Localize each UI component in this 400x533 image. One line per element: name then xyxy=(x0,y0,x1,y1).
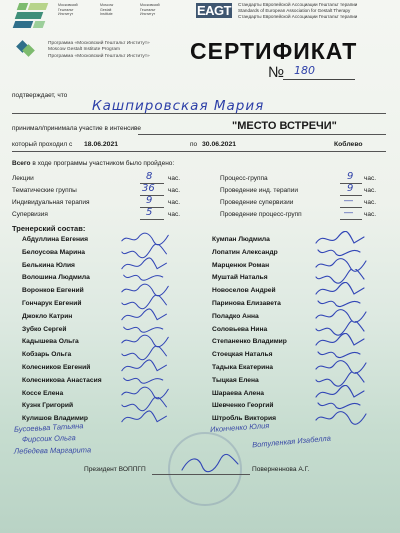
trainer-name: Марценюк Роман xyxy=(212,261,270,269)
institute-logo-icon xyxy=(14,3,54,33)
hours-line xyxy=(140,195,164,196)
trainer-name: Белоусова Марина xyxy=(22,248,85,256)
hours-value: 8 xyxy=(146,171,153,182)
hours-row xyxy=(12,187,77,194)
number-label: № xyxy=(268,64,285,81)
trainer-name: Кулишов Владимир xyxy=(22,415,88,423)
hours-row xyxy=(220,187,298,194)
trainer-name: Белькина Юлия xyxy=(22,261,75,269)
trainer-name: Джокло Катрин xyxy=(22,312,73,320)
participated-label: принимал/принимала участие в интенсиве xyxy=(12,125,141,132)
confirms-label: подтверждает, что xyxy=(12,92,68,99)
hours-unit: час. xyxy=(364,187,377,194)
hours-label: Проведение инд. терапии xyxy=(220,187,298,194)
hours-value: 9 xyxy=(347,183,354,194)
hours-label: Супервизия xyxy=(12,211,48,218)
hours-value: 36 xyxy=(142,183,155,194)
trainer-name: Кобзарь Ольга xyxy=(22,351,72,359)
program-logo-icon xyxy=(16,40,36,58)
hours-value: 9 xyxy=(347,171,354,182)
handwritten-trainer: Лебедева Маргарита xyxy=(13,445,92,456)
hours-line xyxy=(140,183,164,184)
hours-unit: час. xyxy=(364,211,377,218)
trainer-name: Стоецкая Наталья xyxy=(212,351,273,359)
hours-line xyxy=(340,195,362,196)
location: Коблево xyxy=(334,141,363,148)
hours-row xyxy=(220,199,293,206)
hours-label: Проведение супервизии xyxy=(220,199,294,206)
hours-label: Лекции xyxy=(12,175,34,182)
handwritten-trainer: Вотуленкая Изабелла xyxy=(251,433,332,450)
date-to-label: по xyxy=(190,141,198,148)
hours-line xyxy=(340,207,362,208)
org-name-ru-2: Московский Гештальт Институт xyxy=(140,3,160,17)
trainer-name: Лопатин Александр xyxy=(212,248,278,256)
held-label: который проходил с xyxy=(12,141,73,148)
trainer-name: Волошина Людмила xyxy=(22,274,90,282)
handwritten-trainer: Бусоевьва Татьяна xyxy=(13,421,84,434)
trainer-name: Степаненко Владимир xyxy=(212,338,287,346)
hours-unit: час. xyxy=(168,187,181,194)
trainer-name: Гончарук Евгений xyxy=(22,300,82,307)
hours-unit: час. xyxy=(364,175,377,182)
standards-text: Стандарты Европейской Ассоциации Гештальт терапии Standards of European Association for Gestalt Therapy Стандарты Европейской Ассоциации Гештальт терапии xyxy=(238,2,358,19)
program-lines: Программа «Московский Гештальт Институт» Moscow Gestalt Institute Program Программа «Московский Гештальт Институт» xyxy=(48,41,150,59)
hours-label: Тематические группы xyxy=(12,187,77,194)
event-line xyxy=(138,134,386,135)
president-label: Президент ВОППГП xyxy=(84,466,146,473)
hours-unit: час. xyxy=(168,211,181,218)
handwritten-trainer: Иконченко Юлия xyxy=(209,420,270,435)
trainer-name: Воронков Евгений xyxy=(22,287,84,295)
hours-line xyxy=(140,207,164,208)
handwritten-trainer: Фирсоик Ольга xyxy=(21,433,76,444)
trainer-name: Шевченко Георгий xyxy=(212,402,274,410)
event-name: "МЕСТО ВСТРЕЧИ" xyxy=(232,120,337,132)
trainer-name: Новоселов Андрей xyxy=(212,287,276,295)
trainer-name: Шараева Алена xyxy=(212,389,265,397)
number-line xyxy=(283,79,355,80)
dates-line xyxy=(12,151,386,152)
trainer-name: Коссе Елена xyxy=(22,389,64,397)
trainer-name: Паринова Елизавета xyxy=(212,300,281,307)
trainer-signature xyxy=(306,410,378,426)
certificate-number: 180 xyxy=(294,64,315,77)
hours-row xyxy=(12,199,89,206)
hours-unit: час. xyxy=(364,199,377,206)
trainer-name: Кумпан Людмила xyxy=(212,236,270,243)
hours-row xyxy=(12,175,34,182)
trainer-signature xyxy=(120,410,172,426)
president-signature xyxy=(180,452,240,476)
hours-label: Индивидуальная терапия xyxy=(12,199,90,206)
trainer-name: Штробль Виктория xyxy=(212,415,277,423)
hours-row xyxy=(220,211,302,218)
hours-line xyxy=(340,183,362,184)
hours-row xyxy=(220,175,268,182)
hours-label: Проведение процесс-групп xyxy=(220,211,302,218)
trainer-name: Соловьева Нина xyxy=(212,325,268,333)
trainer-name: Тадыка Екатерина xyxy=(212,364,273,371)
hours-label: Процесс-группа xyxy=(220,175,268,182)
hours-value: 9 xyxy=(146,195,153,206)
trainer-name: Колесникова Анастасия xyxy=(22,376,102,384)
trainer-name: Кадышева Ольга xyxy=(22,338,79,346)
hours-unit: час. xyxy=(168,175,181,182)
hours-line xyxy=(140,219,164,220)
trainer-name: Тыцкая Елена xyxy=(212,376,259,384)
president-name: Поверненнова А.Г. xyxy=(252,466,310,473)
hours-value: — xyxy=(344,195,353,205)
total-bold: Всего xyxy=(12,160,31,167)
org-name-en: Moscow Gestalt Institute xyxy=(100,3,114,17)
hours-value: — xyxy=(344,207,353,217)
trainer-name: Муштай Наталья xyxy=(212,274,268,282)
date-to: 30.06.2021 xyxy=(202,141,237,148)
hours-line xyxy=(340,219,362,220)
org-name-ru: Московский Гештальт Институт xyxy=(58,3,78,17)
certificate-title: СЕРТИФИКАТ xyxy=(190,38,358,64)
trainer-name: Абдуллина Евгения xyxy=(22,236,89,243)
hours-row xyxy=(12,211,48,218)
hours-value: 5 xyxy=(146,207,153,218)
participant-name: Кашпировская Мария xyxy=(92,98,265,114)
total-rest: в ходе программы участником было пройдено: xyxy=(32,160,175,167)
trainer-name: Зубко Сергей xyxy=(22,325,67,333)
trainer-name: Колесников Евгений xyxy=(22,364,91,371)
date-from: 18.06.2021 xyxy=(84,141,119,148)
eagt-logo: EAGT xyxy=(196,3,232,18)
trainer-name: Поладко Анна xyxy=(212,312,259,320)
hours-unit: час. xyxy=(168,199,181,206)
total-label xyxy=(12,160,174,167)
trainers-section-title: Тренерский состав: xyxy=(12,224,86,233)
trainer-name: Кузнк Григорий xyxy=(22,402,74,410)
